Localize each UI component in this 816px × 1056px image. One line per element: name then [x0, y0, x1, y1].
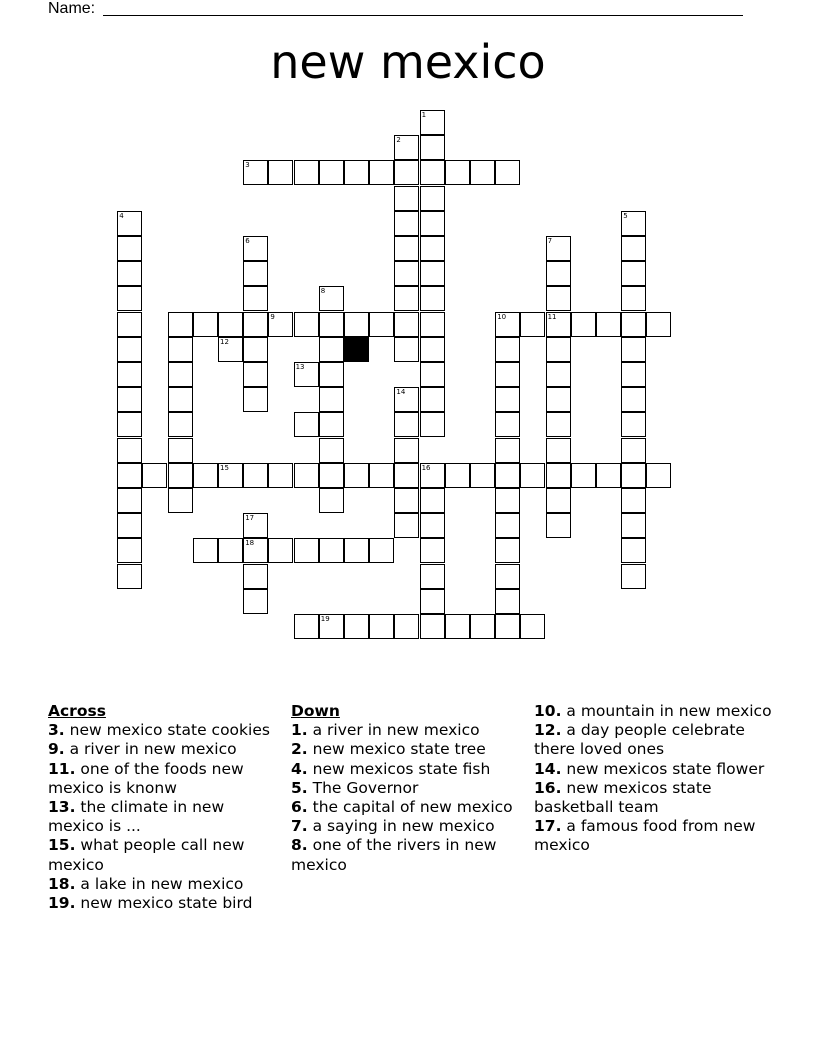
crossword-cell[interactable] [596, 463, 621, 488]
crossword-cell[interactable] [193, 463, 218, 488]
clue-number: 7 [547, 237, 553, 245]
clue-number: 12 [220, 337, 229, 346]
crossword-cell[interactable] [319, 614, 344, 639]
crossword-cell[interactable] [420, 412, 445, 437]
crossword-cell[interactable] [344, 463, 369, 488]
crossword-cell[interactable] [319, 438, 344, 463]
crossword-cell[interactable] [243, 236, 268, 261]
crossword-cell[interactable] [117, 488, 142, 513]
crossword-cell[interactable] [243, 261, 268, 286]
crossword-cell[interactable] [470, 463, 495, 488]
crossword-cell[interactable] [117, 236, 142, 261]
crossword-cell[interactable] [394, 387, 419, 412]
clue-text: new mexico state cookies [64, 721, 270, 740]
crossword-cell[interactable] [294, 160, 319, 185]
crossword-cell[interactable] [142, 463, 167, 488]
crossword-cell[interactable] [420, 488, 445, 513]
crossword-cell[interactable] [344, 312, 369, 337]
crossword-cell[interactable] [495, 387, 520, 412]
crossword-cell[interactable] [243, 387, 268, 412]
crossword-cell[interactable] [294, 312, 319, 337]
clue-text: The Governor [307, 778, 419, 797]
clue-number-label: 10. [534, 702, 562, 720]
clue-text: new mexicos state flower [561, 759, 765, 778]
clue-text: what people call new mexico [48, 836, 245, 874]
crossword-cell[interactable] [319, 538, 344, 563]
crossword-cell[interactable] [420, 286, 445, 311]
crossword-cell[interactable] [218, 538, 243, 563]
crossword-cell[interactable] [268, 160, 293, 185]
clue-item [48, 740, 273, 759]
across-heading: Across [48, 702, 106, 720]
crossword-cell[interactable] [621, 488, 646, 513]
crossword-cell[interactable] [319, 337, 344, 362]
clue-number-label: 11. [48, 759, 76, 778]
crossword-cell[interactable] [394, 438, 419, 463]
crossword-cell[interactable] [168, 463, 193, 488]
clue-item [534, 702, 774, 721]
crossword-cell[interactable] [193, 312, 218, 337]
clue-number: 19 [320, 615, 330, 623]
crossword-cell[interactable] [546, 412, 571, 437]
crossword-cell[interactable] [319, 286, 344, 311]
crossword-cell[interactable] [117, 564, 142, 589]
clue-item [48, 875, 273, 894]
crossword-cell[interactable] [369, 538, 394, 563]
crossword-cell[interactable] [420, 387, 445, 412]
crossword-cell[interactable] [520, 614, 545, 639]
crossword-cell[interactable] [168, 362, 193, 387]
crossword-cell[interactable] [420, 261, 445, 286]
crossword-cell[interactable] [117, 261, 142, 286]
crossword-cell[interactable] [420, 312, 445, 337]
clue-text: the climate in new mexico is ... [48, 798, 225, 836]
crossword-cell[interactable] [168, 438, 193, 463]
clue-number-label: 17. [534, 817, 562, 836]
crossword-cell[interactable] [394, 160, 419, 185]
clue-item [291, 740, 516, 759]
crossword-cell[interactable] [420, 110, 445, 135]
clue-item [291, 836, 516, 874]
crossword-cell[interactable] [470, 614, 495, 639]
crossword-cell[interactable] [319, 412, 344, 437]
crossword-cell[interactable] [495, 438, 520, 463]
clue-number: 18 [245, 539, 255, 548]
crossword-cell[interactable] [268, 463, 293, 488]
crossword-cell[interactable] [394, 186, 419, 211]
crossword-cell[interactable] [243, 312, 268, 337]
crossword-cell[interactable] [546, 513, 571, 538]
crossword-cell[interactable] [621, 362, 646, 387]
crossword-cell[interactable] [394, 312, 419, 337]
clue-number-label: 2. [291, 740, 308, 759]
crossword-cell[interactable] [420, 211, 445, 236]
crossword-cell[interactable] [646, 312, 671, 337]
crossword-cell[interactable] [168, 488, 193, 513]
clue-item [534, 779, 774, 817]
clue-number-label: 7. [291, 817, 308, 836]
clue-number-label: 18. [48, 874, 76, 893]
crossword-cell[interactable] [168, 412, 193, 437]
crossword-cell[interactable] [294, 538, 319, 563]
clue-number: 6 [245, 237, 250, 245]
crossword-cell[interactable] [369, 614, 394, 639]
clue-text: new mexico state bird [75, 894, 253, 913]
crossword-cell[interactable] [495, 538, 520, 563]
name-label: Name: [48, 0, 96, 17]
crossword-cell[interactable] [420, 589, 445, 614]
crossword-cell[interactable] [243, 337, 268, 362]
crossword-cell[interactable] [268, 538, 293, 563]
crossword-cell[interactable] [117, 513, 142, 538]
crossword-cell[interactable] [621, 286, 646, 311]
clue-number: 10 [497, 312, 507, 321]
clue-number-label: 4. [291, 759, 308, 778]
down-clues [291, 702, 516, 875]
clue-number: 11 [547, 312, 557, 321]
crossword-cell[interactable] [420, 614, 445, 639]
crossword-cell[interactable] [294, 412, 319, 437]
clue-text: a day people celebrate there loved ones [534, 721, 745, 759]
clue-number-label: 16. [534, 778, 562, 797]
crossword-cell[interactable] [420, 160, 445, 185]
crossword-cell[interactable] [571, 312, 596, 337]
clue-item [534, 721, 774, 759]
crossword-cell[interactable] [495, 160, 520, 185]
clue-item [291, 779, 516, 798]
crossword-cell[interactable] [546, 488, 571, 513]
across-clues [48, 702, 273, 913]
crossword-cell[interactable] [243, 538, 268, 563]
crossword-cell[interactable] [495, 337, 520, 362]
clue-item [48, 798, 273, 836]
clue-item [534, 760, 774, 779]
clue-text: a lake in new mexico [75, 874, 244, 893]
crossword-cell[interactable] [420, 135, 445, 160]
clue-number-label: 12. [534, 721, 562, 740]
clue-text: one of the rivers in new mexico [291, 836, 497, 874]
crossword-cell[interactable] [319, 160, 344, 185]
clue-number: 14 [396, 388, 406, 397]
clue-number-label: 1. [291, 721, 308, 740]
crossword-cell[interactable] [344, 538, 369, 563]
crossword-cell[interactable] [117, 362, 142, 387]
crossword-cell[interactable] [621, 211, 646, 236]
down-list-continued [534, 702, 774, 856]
clue-number: 9 [270, 312, 275, 321]
clue-number-label: 9. [48, 740, 65, 759]
clue-text: a river in new mexico [64, 740, 237, 759]
crossword-cell[interactable] [394, 261, 419, 286]
clue-text: new mexicos state fish [307, 759, 491, 778]
crossword-cell[interactable] [621, 564, 646, 589]
clue-item [291, 817, 516, 836]
crossword-cell[interactable] [495, 488, 520, 513]
down-heading: Down [291, 702, 340, 720]
page-title: new mexico [270, 35, 546, 89]
crossword-cell[interactable] [218, 337, 243, 362]
clue-number-label: 6. [291, 798, 308, 817]
crossword-cell[interactable] [546, 438, 571, 463]
crossword-cell[interactable] [243, 513, 268, 538]
crossword-cell[interactable] [319, 312, 344, 337]
clue-number-label: 15. [48, 836, 76, 855]
crossword-cell[interactable] [344, 614, 369, 639]
crossword-cell[interactable] [243, 286, 268, 311]
crossword-cell[interactable] [294, 463, 319, 488]
crossword-cell[interactable] [394, 286, 419, 311]
clue-number: 16 [421, 463, 431, 472]
clue-number: 5 [623, 211, 628, 220]
crossword-cell[interactable] [369, 312, 394, 337]
crossword-cell[interactable] [420, 186, 445, 211]
crossword-cell[interactable] [319, 387, 344, 412]
crossword-cell[interactable] [621, 412, 646, 437]
crossword-cell[interactable] [495, 589, 520, 614]
crossword-cell[interactable] [621, 463, 646, 488]
clue-text: a saying in new mexico [307, 817, 495, 836]
crossword-cell[interactable] [168, 312, 193, 337]
crossword-cell[interactable] [319, 463, 344, 488]
crossword-cell[interactable] [420, 538, 445, 563]
clue-number-label: 8. [291, 836, 308, 855]
crossword-cell[interactable] [621, 438, 646, 463]
crossword-cell[interactable] [546, 362, 571, 387]
crossword-cell[interactable] [394, 211, 419, 236]
clue-number-label: 13. [48, 798, 76, 817]
crossword-cell[interactable] [117, 286, 142, 311]
crossword-cell[interactable] [420, 337, 445, 362]
crossword-cell[interactable] [520, 463, 545, 488]
crossword-cell[interactable] [546, 463, 571, 488]
down-list [291, 721, 516, 875]
clue-number: 4 [119, 211, 124, 220]
crossword-cell[interactable] [621, 513, 646, 538]
crossword-cell[interactable] [319, 362, 344, 387]
crossword-cell[interactable] [394, 337, 419, 362]
crossword-cell[interactable] [243, 362, 268, 387]
crossword-cell[interactable] [420, 362, 445, 387]
crossword-cell[interactable] [117, 312, 142, 337]
crossword-cell[interactable] [420, 513, 445, 538]
crossword-cell[interactable] [268, 312, 293, 337]
clue-number: 13 [295, 363, 305, 371]
crossword-cell[interactable] [621, 337, 646, 362]
clue-number: 3 [245, 161, 250, 170]
crossword-cell[interactable] [369, 463, 394, 488]
clue-text: new mexico state tree [307, 740, 486, 759]
crossword-cell[interactable] [621, 236, 646, 261]
clue-item [48, 760, 273, 798]
clue-item [48, 836, 273, 874]
crossword-cell[interactable] [394, 614, 419, 639]
crossword-cell[interactable] [546, 261, 571, 286]
clue-text: a mountain in new mexico [561, 702, 772, 720]
crossword-cell[interactable] [495, 362, 520, 387]
crossword-cell[interactable] [117, 412, 142, 437]
crossword-cell[interactable] [117, 538, 142, 563]
crossword-cell[interactable] [168, 387, 193, 412]
clue-number-label: 5. [291, 778, 308, 797]
crossword-cell[interactable] [394, 412, 419, 437]
clue-number: 8 [320, 287, 326, 296]
clue-number-label: 19. [48, 894, 76, 913]
crossword-cell[interactable] [243, 160, 268, 185]
clue-number: 17 [245, 514, 255, 523]
crossword-cell[interactable] [546, 286, 571, 311]
crossword-cell[interactable] [546, 337, 571, 362]
crossword-cell[interactable] [495, 463, 520, 488]
crossword-cell[interactable] [117, 463, 142, 488]
crossword-cell[interactable] [495, 614, 520, 639]
crossword-cell[interactable] [621, 261, 646, 286]
crossword-cell[interactable] [319, 488, 344, 513]
clue-item [291, 798, 516, 817]
clue-item [48, 894, 273, 913]
crossword-cell[interactable] [243, 589, 268, 614]
crossword-cell[interactable] [546, 387, 571, 412]
down-clues-continued [534, 702, 774, 856]
crossword-cell[interactable] [218, 463, 243, 488]
crossword-cell[interactable] [445, 614, 470, 639]
crossword-cell[interactable] [495, 312, 520, 337]
crossword-cell[interactable] [621, 387, 646, 412]
crossword-cell[interactable] [117, 438, 142, 463]
crossword-cell[interactable] [344, 160, 369, 185]
clue-number-label: 14. [534, 759, 562, 778]
clue-number-label: 3. [48, 721, 65, 740]
crossword-cell[interactable] [394, 236, 419, 261]
clue-text: a river in new mexico [307, 721, 480, 740]
crossword-cell[interactable] [168, 337, 193, 362]
crossword-cell[interactable] [420, 564, 445, 589]
clue-number: 2 [396, 136, 401, 145]
crossword-cell[interactable] [294, 614, 319, 639]
clue-number: 15 [220, 463, 229, 472]
crossword-cell[interactable] [420, 236, 445, 261]
crossword-cell[interactable] [394, 513, 419, 538]
crossword-cell[interactable] [117, 337, 142, 362]
crossword-cell[interactable] [218, 312, 243, 337]
crossword-cell[interactable] [117, 387, 142, 412]
clue-text: the capital of new mexico [307, 798, 513, 817]
crossword-black-cell [344, 337, 369, 362]
clue-item [291, 760, 516, 779]
crossword-cell[interactable] [445, 160, 470, 185]
clue-item [48, 721, 273, 740]
crossword-cell[interactable] [470, 160, 495, 185]
crossword-cell[interactable] [243, 463, 268, 488]
clue-text: one of the foods new mexico is knonw [48, 759, 244, 797]
crossword-cell[interactable] [621, 312, 646, 337]
crossword-cell[interactable] [394, 463, 419, 488]
crossword-cell[interactable] [193, 538, 218, 563]
crossword-cell[interactable] [495, 412, 520, 437]
crossword-cell[interactable] [369, 160, 394, 185]
clue-text: a famous food from new mexico [534, 817, 756, 855]
crossword-cell[interactable] [621, 538, 646, 563]
crossword-cell[interactable] [495, 564, 520, 589]
crossword-cell[interactable] [520, 312, 545, 337]
crossword-cell[interactable] [571, 463, 596, 488]
crossword-cell[interactable] [117, 211, 142, 236]
crossword-cell[interactable] [596, 312, 621, 337]
crossword-cell[interactable] [546, 236, 571, 261]
crossword-cell[interactable] [495, 513, 520, 538]
clue-item [534, 817, 774, 855]
crossword-cell[interactable] [445, 463, 470, 488]
crossword-cell[interactable] [294, 362, 319, 387]
crossword-cell[interactable] [420, 463, 445, 488]
clue-text: new mexicos state basketball team [534, 778, 712, 817]
clue-number: 1 [421, 111, 427, 119]
clue-item [291, 721, 516, 740]
crossword-cell[interactable] [394, 135, 419, 160]
across-list [48, 721, 273, 913]
crossword-cell[interactable] [646, 463, 671, 488]
crossword-cell[interactable] [243, 564, 268, 589]
crossword-cell[interactable] [546, 312, 571, 337]
crossword-cell[interactable] [394, 488, 419, 513]
